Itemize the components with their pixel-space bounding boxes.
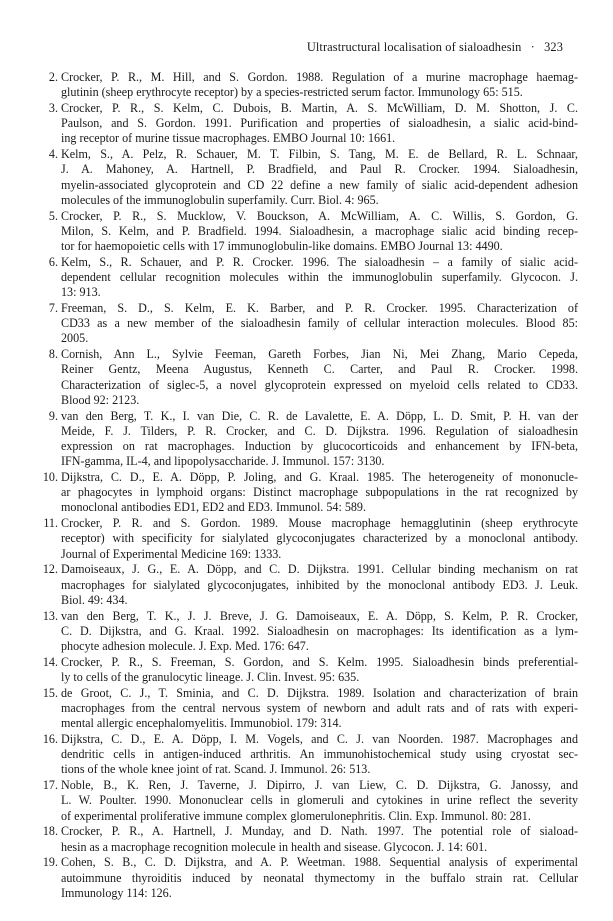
reference-text-line: Kelm, S., R. Schauer, and P. R. Crocker. 1996. The sialoadhesin – a family of sialic acid- — [61, 254, 578, 269]
reference-text-line: monoclonal antibodies ED1, ED2 and ED3. Immunol. 54: 589. — [61, 500, 366, 515]
reference-entry — [42, 101, 578, 147]
reference-text-line: L. W. Poulter. 1990. Mononuclear cells in glomeruli and cytokines in urine reflect the severity — [61, 793, 578, 808]
reference-text-line: macrophages for sialylated glycoconjugates, inhibited by the monoclonal antibody ED3. J. Leuk. — [61, 577, 578, 592]
reference-number: 6. — [48, 254, 58, 269]
reference-text-line: Crocker, P. R., A. Hartnell, J. Munday, and D. Nath. 1997. The potential role of siaload- — [61, 824, 578, 839]
reference-text-line: molecules of the immunoglobulin superfamily. Curr. Biol. 4: 965. — [61, 192, 379, 207]
reference-text-line: Characterization of siglec-5, a novel glycoprotein expressed on myeloid cells related to CD33. — [61, 377, 578, 392]
reference-text-line: Crocker, P. R., M. Hill, and S. Gordon. 1988. Regulation of a murine macrophage haemag- — [61, 70, 578, 84]
reference-text-line: C. D. Dijkstra, and G. Kraal. 1992. Sialoadhesin on macrophages: Its identification as a lym- — [61, 623, 578, 638]
reference-entry — [42, 147, 578, 208]
reference-text-line: Freeman, S. D., S. Kelm, E. K. Barber, and P. R. Crocker. 1995. Characterization of — [61, 301, 578, 316]
reference-entry — [42, 855, 578, 901]
reference-text-line: ly to cells of the granulocytic lineage. J. Clin. Invest. 95: 635. — [61, 670, 360, 685]
reference-text-line: hesin as a macrophage recognition molecule in health and sisease. Glycocon. J. 14: 601. — [61, 839, 488, 854]
reference-entry — [42, 778, 578, 824]
reference-number: 16. — [42, 732, 58, 747]
reference-number: 14. — [42, 654, 58, 669]
reference-text-line: van den Berg, T. K., J. J. Breve, J. G. Damoiseaux, E. A. Döpp, S. Kelm, P. R. Crocker, — [61, 608, 578, 623]
reference-entry — [42, 470, 578, 516]
reference-text-line: Reiner Gentz, Meena Augustus, Kenneth C. Carter, and Paul R. Crocker. 1998. — [61, 362, 578, 377]
reference-entry — [42, 516, 578, 562]
reference-number: 10. — [42, 470, 58, 485]
reference-entry — [42, 70, 578, 100]
reference-entry — [42, 409, 578, 470]
reference-text-line: de Groot, C. J., T. Sminia, and C. D. Dijkstra. 1989. Isolation and characterization of brain — [61, 685, 578, 700]
reference-text-line: J. A. Mahoney, A. Hartnell, P. Bradfield, and Paul R. Crocker. 1994. Sialoadhesin, — [61, 162, 578, 177]
reference-text-line: Cornish, Ann L., Sylvie Feeman, Gareth Forbes, Jian Ni, Mei Zhang, Mario Cepeda, — [61, 347, 578, 362]
reference-number: 19. — [42, 855, 58, 870]
reference-text-line: Crocker, P. R., S. Freeman, S. Gordon, and S. Kelm. 1995. Sialoadhesin binds preferential- — [61, 654, 578, 669]
reference-text-line: tor for haemopoietic cells with 17 immunoglobulin-like domains. EMBO Journal 13: 4490. — [61, 239, 503, 254]
reference-entry — [42, 686, 578, 732]
reference-entry — [42, 609, 578, 655]
reference-text-line: Milon, S. Kelm, and P. Bradfield. 1994. Sialoadhesin, a macrophage sialic acid binding recep- — [61, 223, 578, 238]
reference-text-line: tions of the whole knee joint of rat. Scand. J. Immunol. 26: 513. — [61, 762, 371, 777]
reference-text-line: myelin-associated glycoprotein and CD 22 define a new family of sialic acid-dependent adhesion — [61, 177, 578, 192]
reference-text-line: glutinin (sheep erythrocyte receptor) by a species-restricted serum factor. Immunology 65: 515. — [61, 85, 523, 100]
reference-entry — [42, 347, 578, 408]
reference-number: 12. — [42, 562, 58, 577]
reference-text-line: Crocker, P. R. and S. Gordon. 1989. Mouse macrophage hemagglutinin (sheep erythrocyte — [61, 516, 578, 531]
reference-text-line: van den Berg, T. K., I. van Die, C. R. de Lavalette, E. A. Döpp, L. D. Smit, P. H. van der — [61, 408, 578, 423]
reference-text-line: Journal of Experimental Medicine 169: 1333. — [61, 546, 282, 561]
reference-text-line: ing receptor of murine tissue macrophages. EMBO Journal 10: 1661. — [61, 131, 396, 146]
reference-entry — [42, 824, 578, 854]
reference-text-line: dependent cellular recognition molecules within the immunoglobulin superfamily. Glycocon. J. — [61, 270, 578, 285]
reference-entry — [42, 732, 578, 778]
reference-text-line: Kelm, S., A. Pelz, R. Schauer, M. T. Filbin, S. Tang, M. E. de Bellard, R. L. Schnaar, — [61, 147, 578, 162]
reference-text-line: Damoiseaux, J. G., E. A. Döpp, and C. D. Dijkstra. 1991. Cellular binding mechanism on rat — [61, 562, 578, 577]
reference-text-line: Paulson, and S. Gordon. 1991. Purification and properties of sialoadhesin, a sialic acid-bind- — [61, 116, 578, 131]
running-head — [307, 40, 563, 55]
running-title: Ultrastructural localisation of sialoadhesin — [306, 40, 522, 54]
reference-text-line: mental allergic encephalomyelitis. Immunobiol. 179: 314. — [61, 716, 342, 731]
reference-number: 3. — [48, 101, 58, 115]
reference-text-line: dendritic cells in antigen-induced arthritis. An immunohistochemical study using cryostat sec- — [61, 747, 578, 762]
reference-text-line: IFN-gamma, IL-4, and lipopolysaccharide. J. Immunol. 157: 3130. — [61, 454, 385, 469]
header-separator: · — [530, 40, 535, 54]
reference-text-line: Crocker, P. R., S. Mucklow, V. Bouckson, A. McWilliam, A. C. Willis, S. Gordon, G. — [61, 208, 578, 223]
reference-number: 2. — [48, 70, 58, 84]
reference-number: 13. — [42, 608, 58, 623]
reference-text-line: autoimmune thyroiditis induced by neonatal thymectomy in the buffalo strain rat. Cellular — [61, 870, 578, 885]
reference-text-line: Dijkstra, C. D., E. A. Döpp, P. Joling, and G. Kraal. 1985. The heterogeneity of mononucle- — [61, 470, 578, 485]
reference-text-line: Biol. 49: 434. — [61, 592, 128, 607]
reference-text-line: macrophages from the central nervous system of newborn and adult rats and of rats with experi- — [61, 701, 578, 716]
reference-number: 18. — [42, 824, 58, 839]
reference-text-line: 2005. — [61, 331, 89, 346]
reference-entry — [42, 255, 578, 301]
page-number: 323 — [544, 40, 563, 54]
reference-number: 8. — [48, 347, 58, 362]
reference-text-line: Noble, B., K. Ren, J. Taverne, J. Dipirro, J. van Liew, C. D. Dijkstra, G. Janossy, and — [61, 778, 578, 793]
reference-text-line: Immunology 114: 126. — [61, 885, 172, 900]
reference-number: 17. — [42, 778, 58, 793]
reference-text-line: Cohen, S. B., C. D. Dijkstra, and A. P. Weetman. 1988. Sequential analysis of experimental — [61, 855, 578, 870]
reference-text-line: CD33 as a new member of the sialoadhesin family of cellular interaction molecules. Blood 85: — [61, 316, 578, 331]
reference-number: 7. — [48, 301, 58, 316]
reference-text-line: Meide, F. J. Tilders, P. R. Crocker, and C. D. Dijkstra. 1996. Regulation of sialoadhesin — [61, 423, 578, 438]
reference-text-line: phocyte adhesion molecule. J. Exp. Med. 176: 647. — [61, 639, 309, 654]
reference-number: 11. — [43, 516, 58, 531]
reference-text-line: Crocker, P. R., S. Kelm, C. Dubois, B. Martin, A. S. McWilliam, D. M. Shotton, J. C. — [61, 101, 578, 115]
reference-number: 5. — [48, 208, 58, 223]
reference-entry — [42, 209, 578, 255]
reference-text-line: Dijkstra, C. D., E. A. Döpp, I. M. Vogels, and C. J. van Noorden. 1987. Macrophages and — [61, 732, 578, 747]
reference-text-line: ar phagocytes in lymphoid organs: Distinct macrophage subpopulations in the rat recognized by — [61, 485, 578, 500]
reference-number: 9. — [48, 408, 58, 423]
reference-text-line: receptor) with specificity for sialylated glycoconjugates characterized by a monoclonal antibody. — [61, 531, 578, 546]
reference-entry — [42, 562, 578, 608]
reference-text-line: Blood 92: 2123. — [61, 392, 140, 407]
reference-list — [42, 70, 578, 902]
reference-number: 4. — [48, 147, 58, 162]
reference-text-line: expression on rat macrophages. Induction by glucocorticoids and enhancement by IFN-beta, — [61, 439, 578, 454]
reference-text-line: 13: 913. — [61, 285, 101, 300]
reference-entry — [42, 655, 578, 685]
reference-entry — [42, 301, 578, 347]
reference-number: 15. — [42, 685, 58, 700]
reference-text-line: of experimental proliferative immune complex glomerulonephritis. Clin. Exp. Immunol. 80: 281. — [61, 808, 531, 823]
